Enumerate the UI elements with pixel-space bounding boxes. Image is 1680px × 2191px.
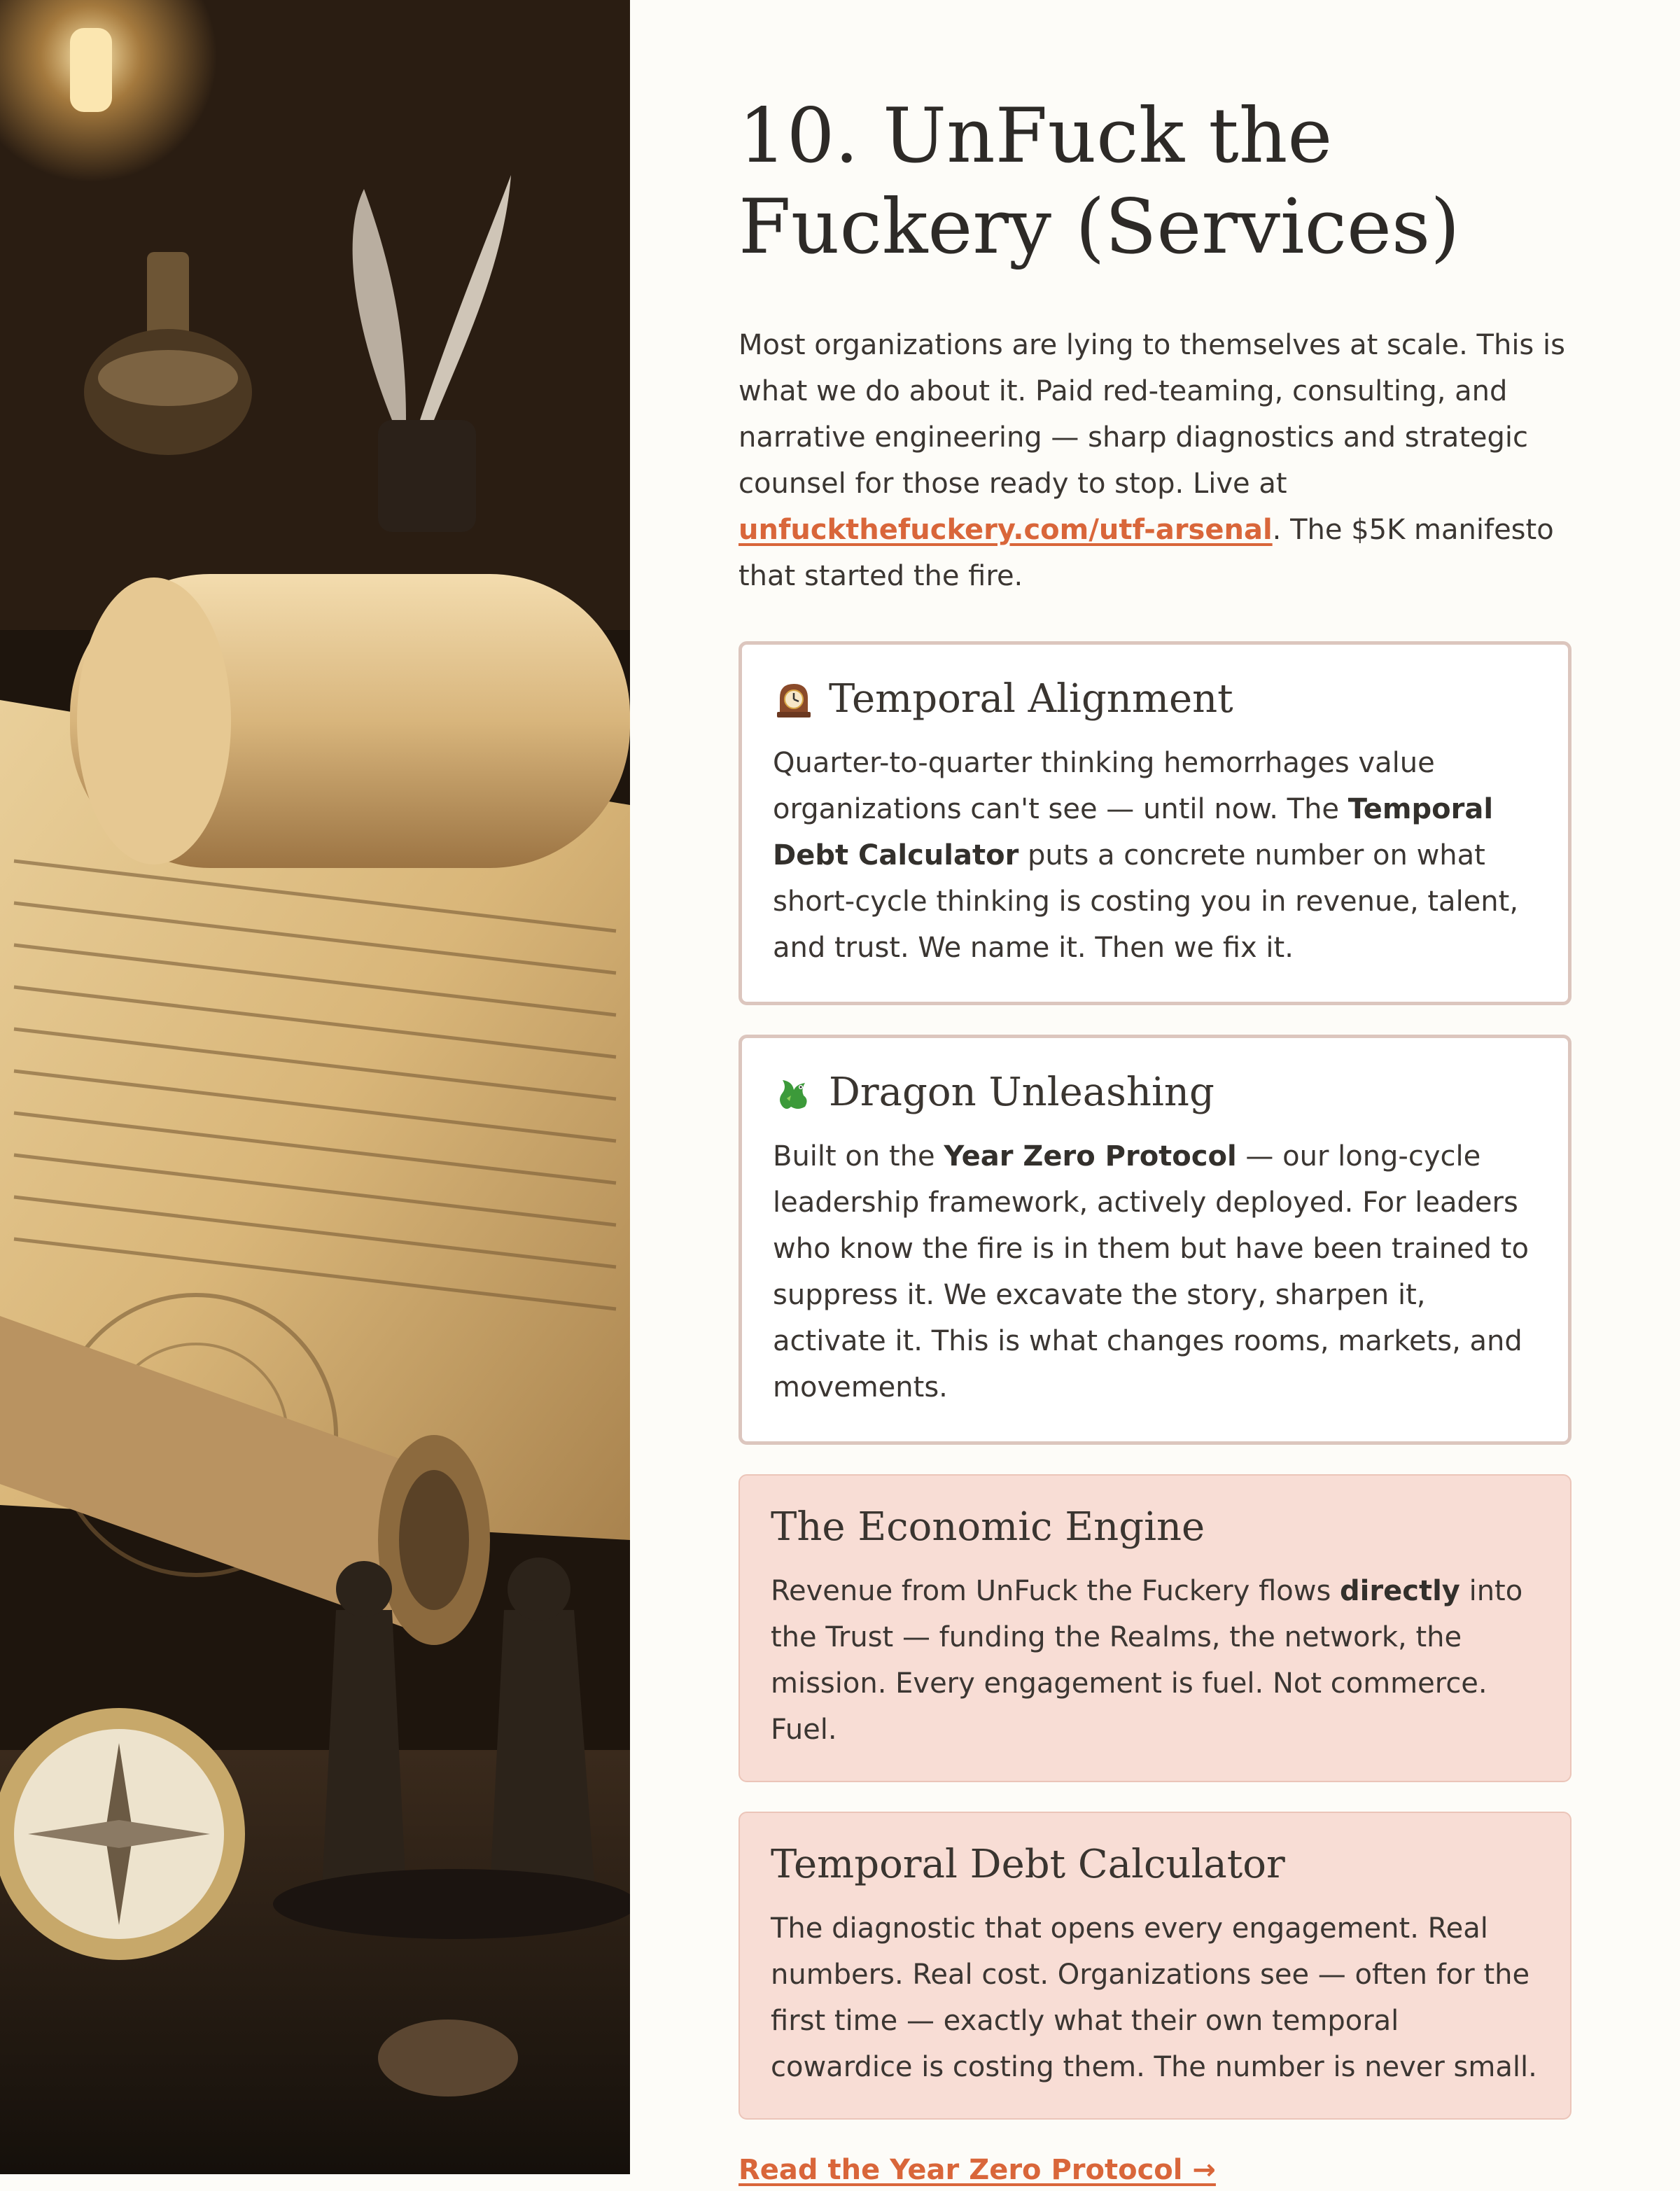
mantel-clock-icon xyxy=(773,678,815,720)
hero-illustration xyxy=(0,0,630,2174)
card-body xyxy=(773,1133,1537,1410)
card-title: Temporal Debt Calculator xyxy=(771,1842,1285,1887)
card-body-bold: Temporal Debt Calculator xyxy=(773,793,1494,872)
intro-text-end: . The $5K manifesto that started the fire. xyxy=(738,514,1554,592)
card-body-text: Quarter-to-quarter thinking hemorrhages value organizations can't see — until now. The xyxy=(773,747,1435,825)
card-title-text: Temporal Alignment xyxy=(829,676,1233,722)
intro-paragraph xyxy=(738,322,1572,599)
services-section xyxy=(738,91,1572,2191)
card-body xyxy=(771,1568,1539,1753)
card-title xyxy=(773,1068,1537,1118)
card-body-bold: Year Zero Protocol xyxy=(944,1140,1237,1172)
card-title xyxy=(773,674,1537,724)
card-title-text: Dragon Unleashing xyxy=(829,1070,1214,1115)
card-temporal-debt-calculator xyxy=(738,1812,1572,2120)
read-year-zero-protocol-link[interactable]: Read the Year Zero Protocol → xyxy=(738,2154,1216,2186)
card-temporal-alignment xyxy=(738,641,1572,1005)
intro-text-start: Most organizations are lying to themselves at scale. This is what we do about it. Paid red-teaming, consulting, and narrative engineering — sharp diagnostics and strategic counsel for those ready to stop. Live at xyxy=(738,329,1565,500)
card-title: The Economic Engine xyxy=(771,1504,1205,1550)
card-body-text: into the Trust — funding the Realms, the network, the mission. Every engagement is fuel. Not commerce. Fuel. xyxy=(771,1575,1523,1746)
card-body: The diagnostic that opens every engagement. Real numbers. Real cost. Organizations see — often for the first time — exactly what their own temporal cowardice is costing them. The number is never small. xyxy=(771,1912,1537,2083)
utf-arsenal-link[interactable]: unfuckthefuckery.com/utf-arsenal xyxy=(738,514,1273,546)
card-body-text: puts a concrete number on what short-cycle thinking is costing you in revenue, talent, and trust. We name it. Then we fix it. xyxy=(773,839,1519,964)
card-body-text: Revenue from UnFuck the Fuckery flows xyxy=(771,1575,1340,1607)
page-title: 10. UnFuck the Fuckery (Services) xyxy=(738,92,1460,271)
card-body-text: Built on the xyxy=(773,1140,944,1172)
dragon-icon xyxy=(773,1072,815,1114)
card-body-text: — our long-cycle leadership framework, actively deployed. For leaders who know the fire is in them but have been trained to suppress it. We excavate the story, sharpen it, activate it. This is what changes rooms, markets, and movements. xyxy=(773,1140,1529,1404)
card-body xyxy=(773,740,1537,971)
card-body-bold: directly xyxy=(1340,1575,1460,1607)
card-economic-engine xyxy=(738,1474,1572,1782)
cta-container xyxy=(738,2149,1572,2191)
parchment-scene-image xyxy=(0,0,630,2174)
card-dragon-unleashing xyxy=(738,1035,1572,1445)
